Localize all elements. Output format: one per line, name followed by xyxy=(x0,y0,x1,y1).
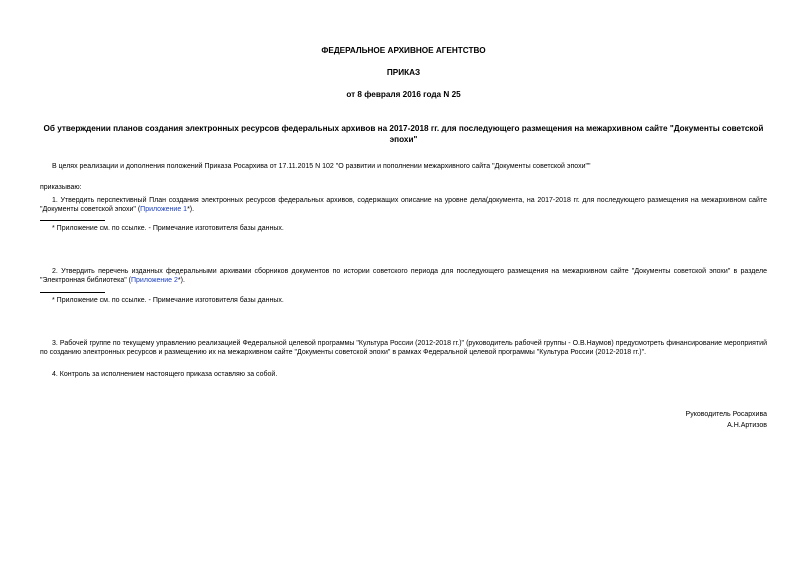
item-2 xyxy=(40,267,767,285)
order-word: приказываю: xyxy=(40,184,82,191)
footnote-divider-1 xyxy=(40,220,105,221)
appendix-1-link[interactable]: Приложение 1 xyxy=(140,206,188,214)
item-1 xyxy=(40,196,767,214)
item-3: 3. Рабочей группе по текущему управлению реализацией Федеральной целевой программы "Культура России (2012-2018 гг.)" (руководитель рабочей группы - О.В.Наумов) предусмотреть финансирование мероприятий по созданию электронных ресурсов и размещению их на межархивном сайте "Документы советской эпохи" в рамках Федеральной целевой программы "Культура России (2012-2018 гг.)". xyxy=(40,340,767,357)
document-date-number: от 8 февраля 2016 года N 25 xyxy=(346,90,461,99)
footnote-divider-2 xyxy=(40,292,105,293)
item-2-end: *). xyxy=(177,277,185,285)
signatory-name: А.Н.Артизов xyxy=(727,422,767,429)
item-1-text: 1. Утвердить перспективный План создания электронных ресурсов федеральных архивов, содержащих описание на уровне дела(документа, на 2017-2018 гг. для последующего размещения на межархивном сайте "Документы советской эпохи" ( xyxy=(40,197,767,214)
document-type: ПРИКАЗ xyxy=(386,68,421,77)
footnote-1: * Приложение см. по ссылке. - Примечание изготовителя базы данных. xyxy=(52,225,284,232)
intro-paragraph: В целях реализации и дополнения положений Приказа Росархива от 17.11.2015 N 102 "О развитии и пополнении межархивного сайта "Документы советской эпохи"" xyxy=(52,163,591,170)
item-4: 4. Контроль за исполнением настоящего приказа оставляю за собой. xyxy=(52,371,278,378)
signatory-position: Руководитель Росархива xyxy=(685,411,767,418)
document-title: Об утверждении планов создания электронных ресурсов федеральных архивов на 2017-2018 гг. для последующего размещения на межархивном сайте "Документы советской эпохи" xyxy=(43,124,764,145)
agency-name: ФЕДЕРАЛЬНОЕ АРХИВНОЕ АГЕНТСТВО xyxy=(321,46,486,55)
item-2-text: 2. Утвердить перечень изданных федеральными архивами сборников документов по истории советского периода для последующего размещения на межархивном сайте "Документы советской эпохи" в разделе "Электронная библиотека" ( xyxy=(40,268,767,285)
item-1-end: *). xyxy=(187,206,195,214)
footnote-2: * Приложение см. по ссылке. - Примечание изготовителя базы данных. xyxy=(52,297,284,304)
appendix-2-link[interactable]: Приложение 2 xyxy=(131,277,178,285)
